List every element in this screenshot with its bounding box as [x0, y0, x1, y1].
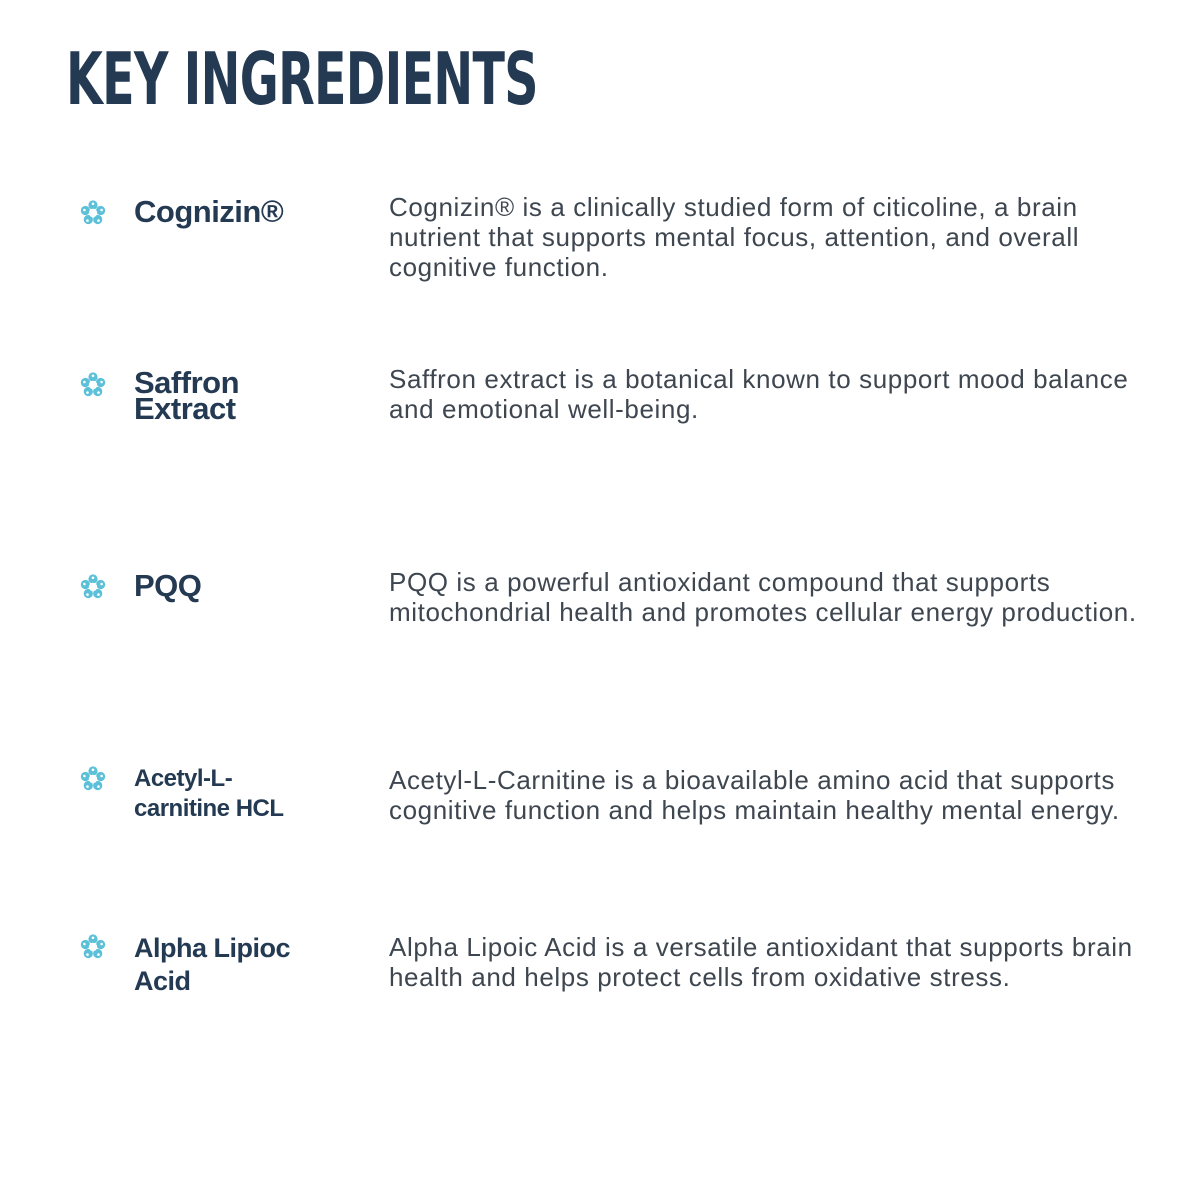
ingredient-name: Alpha Lipioc Acid: [134, 933, 290, 996]
ingredient-name: Cognizin®: [134, 194, 284, 229]
ingredient-description: Acetyl-L-Carnitine is a bioavailable amino acid that supports cognitive function and helps maintain healthy mental energy.: [389, 765, 1120, 825]
page-title: KEY INGREDIENTS: [66, 37, 538, 121]
ingredient-name: Saffron Extract: [134, 365, 239, 426]
ingredient-name: Acetyl-L-carnitine HCL: [134, 765, 284, 822]
ingredient-description: Saffron extract is a botanical known to support mood balance and emotional well-being.: [389, 364, 1129, 424]
flower-icon: [79, 199, 107, 227]
flower-icon: [79, 371, 107, 399]
flower-icon: [79, 933, 107, 961]
flower-icon: [79, 573, 107, 601]
flower-icon: [79, 765, 107, 793]
ingredient-description: Cognizin® is a clinically studied form of citicoline, a brain nutrient that supports mental focus, attention, and overall cognitive function.: [389, 192, 1080, 282]
ingredient-name: PQQ: [134, 568, 202, 603]
ingredient-description: Alpha Lipoic Acid is a versatile antioxidant that supports brain health and helps protect cells from oxidative stress.: [389, 932, 1133, 992]
ingredient-description: PQQ is a powerful antioxidant compound that supports mitochondrial health and promotes cellular energy production.: [389, 567, 1137, 627]
